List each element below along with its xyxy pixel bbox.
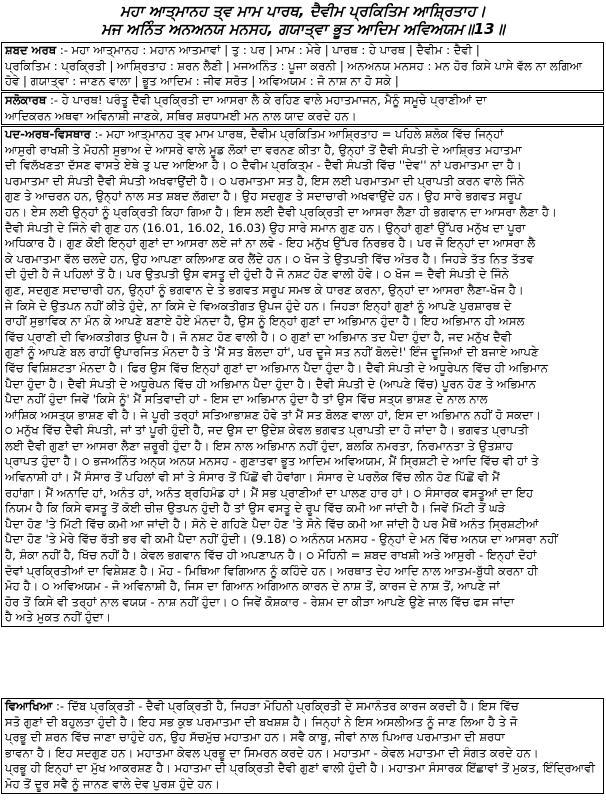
pad-arth-label: ਪਦ-ਅਰਥ-ਵਿਸਥਾਰ [5,127,91,141]
shabad-arth-label: ਸ਼ਬਦ ਅਰਥ [5,43,57,57]
shabad-arth-box [1,42,604,91]
pad-arth-line: ਅਧਿਕਾਰ ਹੈ। ਗੁਣ ਕੋਈ ਇਨ੍ਹਾਂ ਗੁਣਾਂ ਦਾ ਆਸਰਾ ਲਏ ਜਾਂ ਨਾ ਲਵੇ - ਇਹ ਮਨੁੱਖ ਉੱਪਰ ਨਿਰਭਰ ਹੈ। ਪਰ ਜੋ ਇਨ੍ਹਾਂ ਦਾ ਆਸਰਾ ਲੈ [5,236,536,251]
shlokarth-line: ਸਲੋਕਾਰਥ :- ਹੇ ਪਾਰਥ! ਪਰੰਤੂ ਦੈਵੀ ਪ੍ਰਕ੍ਰਿਤੀ ਦਾ ਆਸਰਾ ਲੈ ਕੇ ਰਹਿਣ ਵਾਲੇ ਮਹਾਤਮਾਜਨ, ਮੈਨੂੰ ਸਮੂਚੇ ਪ੍ਰਾਣੀਆਂ ਦਾ [5,93,487,107]
shabad-arth-line: ਸ਼ਬਦ ਅਰਥ :- ਮਹਾ ਆਤ੍ਮਾਨਹ : ਮਹਾਨ ਆਤਮਾਵਾਂ | ਤੁ : ਪਰ | ਮਾਮ : ਮੇਰੇ | ਪਾਰਥ : ਹੇ ਪਾਰਥ | ਦੈਵੀਮ : ਦੈਵੀ | [5,43,480,57]
pad-arth-line: ਰਾਹੀਂ ਸੁਭਾਵਿਕ ਨਾ ਮੰਨ ਕੇ ਆਪਣੇ ਬਣਾਏ ਹੋਏ ਮੰਨਦਾ ਹੈ, ਉਸ ਨੂੰ ਇਨ੍ਹਾਂ ਗੁਣਾਂ ਦਾ ਅਭਿਮਾਨ ਹੁੰਦਾ ਹੈ। ਇਹ ਅਭਿਮਾਨ ਹੀ ਅਸਲ [5,314,525,329]
pad-arth-line: ਅਵਿਨਾਸ਼ੀ ਹਾਂ। ਮੈਂ ਸੰਸਾਰ ਤੋਂ ਪਹਿਲਾਂ ਵੀ ਸਾਂ ਤੇ ਸੰਸਾਰ ਤੋਂ ਪਿੱਛੋਂ ਵੀ ਹੋਵਾਂਗਾ। ਸੰਸਾਰ ਦੇ ਪਰਲੋਕ ਵਿੱਚ ਲੀਨ ਹੋਣ ਪਿੱਛੋਂ ਵੀ ਮੈਂ [5,470,500,485]
pad-arth-box [1,126,604,627]
pad-arth-line: ਮੋਹ ਹੈ। ੦ ਅਵਿਅਯਮ - ਜੋ ਅਵਿਨਾਸ਼ੀ ਹੈ, ਜਿਸ ਦਾ ਗਿਆਨ ਅਗਿਆਨ ਕਾਰਨ ਦੇ ਨਾਸ਼ ਤੋਂ, ਕਾਰਜ ਦੇ ਨਾਸ਼ ਤੋਂ, ਆਪਣੇ ਜਾਂ [5,579,500,594]
vyakhya-line: ਮੋਹ ਤੋਂ ਦੂਰ ਸਵੈ ਨੂੰ ਜਾਨਣ ਵਾਲੇ ਦੇਵ ਪੁਰਸ਼ ਹੁੰਦੇ ਹਨ। [5,776,220,791]
pad-arth-line: ਪ੍ਰਾਪਤ ਹੁੰਦਾ ਹੈ। ੦ ਭਜਅਨਿੰਤ ਅਨ੍ਯ ਅਨਯ ਮਨਸਹ - ਗੁਣਾਤਵਾ ਭੂਤ ਆਦਿਮ ਅਵਿਅਯਮ, ਮੈਂ ਸ੍ਰਿਸ਼ਟੀ ਦੇ ਆਦਿ ਵਿੱਚ ਵੀ ਹਾਂ ਤੇ [5,454,539,469]
vyakhya-box [1,698,604,794]
pad-arth-line: ਪਰਮਾਤਮਾ ਦੀ ਸੰਪਤੀ ਦੈਵੀ ਸੰਪਤੀ ਅਖਵਾਉਂਦੀ ਹੈ। ੦ ਪਰਮਾਤਮਾ ਸਤ ਹੈ, ਇਸ ਲਈ ਪਰਮਾਤਮਾ ਦੀ ਪ੍ਰਾਪਤੀ ਕਰਨ ਵਾਲੇ ਜਿੰਨੇ [5,173,525,188]
pad-arth-line: ਗੁਣ ਤੇ ਆਚਰਨ ਹਨ, ਉਨ੍ਹਾਂ ਨਾਲ ਸਤ ਸ਼ਬਦ ਲੱਗਦਾ ਹੈ। ਉਹ ਸਦਗੁਣ ਤੇ ਸਦਾਚਾਰੀ ਅਖਵਾਉਂਦੇ ਹਨ। ਉਹ ਸਾਰੇ ਭਗਵਤ ਸਰੂਪ [5,189,522,204]
pad-arth-line: ਦੀ ਹੁੰਦੀ ਹੈ ਜੋ ਪਹਿਲਾਂ ਤੋਂ ਹੈ। ਪਰ ਉਤਪਤੀ ਉਸ ਵਸਤੂ ਦੀ ਹੁੰਦੀ ਹੈ ਜੋ ਨਸ਼ਟ ਹੋਣ ਵਾਲੀ ਹੋਵੇ। ੦ ਖੋਜ = ਦੈਵੀ ਸੰਪਤੀ ਦੇ ਜਿੰਨੇ [5,267,509,282]
shabad-arth-line: ਪ੍ਰਕਿਤਿਮ : ਪ੍ਰਕ੍ਰਿਤੀ | ਆਸ਼੍ਰਿਤਾਹ : ਸ਼ਰਨ ਲੈਣੀ | ਮਜਅਨਿੰਤ : ਪੂਜਾ ਕਰਨੀ | ਅਨਅਨਯ ਮਨਸਹ : ਮਨ ਹੋਰ ਕਿਸੇ ਪਾਸੇ ਵੱਲ ਨਾ ਲਗਿਆ [5,58,583,73]
pad-arth-line: ਹਨ। ਏਸ ਲਈ ਉਨ੍ਹਾਂ ਨੂੰ ਪ੍ਰਕ੍ਰਿਤੀ ਕਿਹਾ ਗਿਆ ਹੈ। ਇਸ ਲਈ ਦੈਵੀ ਪ੍ਰਕ੍ਰਿਤੀ ਦਾ ਆਸਰਾ ਲੈਣਾ ਹੀ ਭਗਵਾਨ ਦਾ ਆਸਰਾ ਲੈਣਾ ਹੈ। [5,204,557,219]
pad-arth-line: ਹੈ ਅਤੇ ਮੁਕਤ ਨਹੀਂ ਹੁੰਦਾ। [5,610,111,625]
pad-arth-line: ਰਹਾਂਗਾ। ਮੈਂ ਅਨਾਦਿ ਹਾਂ, ਅਨੰਤ ਹਾਂ, ਅਨੰਤ ਬ੍ਰਹਿਮੰਡ ਹਾਂ। ਮੈਂ ਸਭ ਪ੍ਰਾਣੀਆਂ ਦਾ ਪਾਲਣ ਹਾਰ ਹਾਂ। ੦ ਸੰਸਾਰਕ ਵਸਤੂਆਂ ਦਾ ਇਹ [5,485,534,500]
vyakhya-line: ਵਿਆਖਿਆ :- ਦਿੱਬ ਪ੍ਰਕ੍ਰਿਤੀ - ਦੈਵੀ ਪ੍ਰਕ੍ਰਿਤੀ ਹੈ, ਜਿਹੜਾ ਮੋਹਿਨੀ ਪ੍ਰਕ੍ਰਿਤੀ ਦੇ ਸਮਾਨੰਤਰ ਕਾਰਜ ਕਰਦੀ ਹੈ। ਇਸ ਵਿੱਚ [5,699,519,713]
pad-arth-line: ਆਂਸ਼ਿਕ ਅਸਤ੍ਯ ਭਾਸ਼ਣ ਵੀ ਹੈ। ਜੇ ਪੂਰੀ ਤਰ੍ਹਾਂ ਸਤਿਆਭਾਸ਼ਣ ਹੋਵੇ ਤਾਂ ਮੈਂ ਸਤ ਬੋਲਣ ਵਾਲਾ ਹਾਂ, ਇਸ ਦਾ ਅਭਿਮਾਨ ਨਹੀਂ ਹੋ ਸਕਦਾ। [5,407,541,422]
pad-arth-line: ਨਿਯਮ ਹੈ ਕਿ ਕਿਸੇ ਵਸਤੂ ਤੋਂ ਕੋਈ ਚੀਜ਼ ਉਤਪਨ ਹੁੰਦੀ ਹੈ ਤਾਂ ਉਸ ਵਸਤੂ ਦੇ ਰੂਪ ਵਿੱਚ ਕਮੀ ਆ ਜਾਂਦੀ ਹੈ। ਜਿਵੇਂ ਮਿੱਟੀ ਤੋਂ ਘੜੇ [5,501,506,516]
pad-arth-line: ਦੈਵੀ ਸੰਪਤੀ ਦੇ ਜਿੰਨੇ ਵੀ ਗੁਣ ਹਨ (16.01, 16.02, 16.03) ਉਹ ਸਾਰੇ ਸਮਾਨ ਗੁਣ ਹਨ। ਉਨ੍ਹਾਂ ਗੁਣਾਂ ਉੱਪਰ ਮਨੁੱਖ ਦਾ ਪੂਰਾ [5,220,526,235]
pad-arth-line: ਗੁਣ, ਸਦਗੁਣ ਸਦਾਚਾਰੀ ਹਨ, ਉਨ੍ਹਾਂ ਨੂੰ ਭਗਵਾਨ ਦੇ ਤੇ ਭਗਵਤ ਸਰੂਪ ਸਮਝ ਕੇ ਧਾਰਣ ਕਰਨਾ, ਉਨ੍ਹਾਂ ਦਾ ਆਸਰਾ ਲੈਣਾ-ਖੋਜ ਹੈ। [5,282,524,297]
pad-arth-line: ਪੈਦਾ ਨਹੀਂ ਹੁੰਦਾ ਜਿਵੇਂ 'ਕਿਸੇ ਨੂੰ' ਮੈਂ ਸਤਿਵਾਦੀ ਹਾਂ - ਇਸ ਦਾ ਅਭਿਮਾਨ ਹੁੰਦਾ ਹੈ ਤਾਂ ਉਸ ਵਿੱਚ ਸਤ੍ਯ ਭਾਸ਼ਣ ਦੇ ਨਾਲ ਨਾਲ [5,392,488,407]
pad-arth-line: ਪੈਦਾ ਹੋਣ 'ਤੇ ਮੇਰੇ ਵਿੱਚ ਰੱਤੀ ਭਰ ਵੀ ਕਮੀ ਪੈਦਾ ਨਹੀਂ ਹੁੰਦੀ। (9.18) ੦ ਅਨੰਨਯ ਮਨਸਹ - ਉਨ੍ਹਾਂ ਦੇ ਮਨ ਵਿੱਚ ਅਨਯ ਦਾ ਆਸਰਾ ਨਹੀਂ [5,532,558,547]
shlokarth-label: ਸਲੋਕਾਰਥ [5,93,47,107]
pad-arth-line: ਦੋਵਾਂ ਪ੍ਰਕ੍ਰਿਤੀਆਂ ਦਾ ਵਿਸ਼ੇਸ਼ਣ ਹੈ। ਮੋਹ - ਮਿਥਿਆ ਵਿਗਿਆਨ ਨੂੰ ਕਹਿੰਦੇ ਹਨ। ਅਰਥਾਤ ਦੇਹ ਆਦਿ ਨਾਲ ਆਤਮ-ਬੁੱਧੀ ਕਰਨਾ ਹੀ [5,563,538,578]
shlokarth-line: ਆਦਿਕਰਨ ਅਥਵਾ ਅਵਿਨਾਸ਼ੀ ਜਾਣਕੇ, ਸਥਿਰ ਸ਼ਰਧਾਮਈ ਮਨ ਨਾਲ ਯਾਦ ਕਰਦੇ ਹਨ। [5,108,357,123]
shabad-arth-line: ਹੋਵੇ | ਗਯਾਤ੍ਵਾ : ਜਾਣਨ ਵਾਲਾ | ਭੂਤ ਆਦਿਮ : ਜੀਵ ਸਰੋਤ | ਅਵਿਅਯਮ : ਜੋ ਨਾਸ਼ ਨਾ ਹੋ ਸਕੇ | [5,74,399,89]
pad-arth-line: ਪੈਦਾ ਹੋਣ 'ਤੇ ਮਿੱਟੀ ਵਿੱਚ ਕਮੀ ਆ ਜਾਂਦੀ ਹੈ। ਸੋਨੇ ਦੇ ਗਹਿਣੇ ਪੈਦਾ ਹੋਣ 'ਤੇ ਸੋਨੇ ਵਿੱਚ ਕਮੀ ਆ ਜਾਂਦੀ ਹੈ ਪਰ ਮੈਥੋਂ ਅਨੰਤ ਸ੍ਰਿਸ਼ਟੀਆਂ [5,516,539,531]
verse-line-2: ਮਜ ਅਨਿੰਤ ਅਨਅਨਯ ਮਨਸਹ, ਗਯਾਤ੍ਵਾ ਭੂਤ ਆਦਿਮ ਅਵਿਅਯਮ॥13॥ [101,20,505,38]
pad-arth-line: ਹੈ, ਸ਼ੰਕਾ ਨਹੀਂ ਹੈ, ਖਿੱਚ ਨਹੀਂ ਹੈ। ਕੇਵਲ ਭਗਵਾਨ ਵਿੱਚ ਹੀ ਅਪਣਾਪਨ ਹੈ। ੦ ਮੋਹਿਨੀ = ਸ਼ਬਦ ਰਾਖਸ਼ੀ ਅਤੇ ਆਸੁਰੀ - ਇਨ੍ਹਾਂ ਦੋਹਾਂ [5,548,537,563]
pad-arth-line: ਵਿੱਚ ਵਿਸ਼ਿਸ਼ਟਤਾ ਮੰਨਦਾ ਹੈ। ਫਿਰ ਉਸ ਵਿੱਚ ਇਨ੍ਹਾਂ ਗੁਣਾਂ ਦਾ ਅਭਿਮਾਨ ਪੈਦਾ ਹੁੰਦਾ ਹੈ। ਦੈਵੀ ਸੰਪਤੀ ਦੇ ਅਧੂਰੇਪਨ ਵਿੱਚ ਹੀ ਅਭਿਮਾਨ [5,360,548,375]
pad-arth-line: ੦ ਮਨੁੱਖ ਵਿੱਚ ਦੈਵੀ ਸੰਪਤੀ, ਜਾਂ ਤਾਂ ਪੂਰੀ ਹੁੰਦੀ ਹੈ, ਜਦ ਉਸ ਦਾ ਉਦੇਸ਼ ਕੇਵਲ ਭਗਵਤ ਪ੍ਰਾਪਤੀ ਦਾ ਹੋ ਜਾਂਦਾ ਹੈ। ਭਗਵਤ ਪ੍ਰਾਪਤੀ [5,423,529,438]
pad-arth-line: ਪਦ-ਅਰਥ-ਵਿਸਥਾਰ :- ਮਹਾ ਆਤ੍ਮਾਨਹ ਤ੍ਵ ਮਾਮ ਪਾਰਥ, ਦੈਵੀਮ ਪ੍ਰਕਿਤਿਮ ਆਸ਼੍ਰਿਤਾਹ = ਪਹਿਲੇ ਸ਼ਲੋਕ ਵਿੱਚ ਜਿਨ੍ਹਾਂ [5,127,504,141]
vyakhya-line: ਪ੍ਰਭੂ ਦੀ ਸ਼ਰਨ ਵਿੱਚ ਜਾਣਾ ਚਾਹੁੰਦੇ ਹਨ, ਉਹ ਸੱਚਮੁੱਚ ਮਹਾਤਮਾ ਹਨ। ਸਵੈ ਕਾਬੂ, ਜੀਵਾਂ ਨਾਲ ਪਿਆਰ ਪਰਮਾਤਮਾ ਦੀ ਸ਼ਰਧਾ [5,730,505,745]
pad-arth-line: ਦੀ ਵਿਲੱਖਣਤਾ ਦੱਸਣ ਵਾਸਤੇ ਏਥੇ ਤੁ ਪਦ ਆਇਆ ਹੈ। ੦ ਦੈਵੀਮ ਪ੍ਰਕਿਤ੍ਮ - ਦੈਵੀ ਸੰਪਤੀ ਵਿੱਚ ''ਦੇਵ'' ਨਾਂ ਪਰਮਾਤਮਾ ਦਾ ਹੈ। [5,158,522,173]
pad-arth-line: ਕੇ ਪਰਮਾਤਮਾ ਵੱਲ ਚਲਦੇ ਹਨ, ਉਹ ਆਪਣਾ ਕਲਿਆਣ ਕਰ ਲੈਂਦੇ ਹਨ। ੦ ਖੋਜ ਤੇ ਉਤਪਤੀ ਵਿੱਚ ਅੰਤਰ ਹੈ। ਜਿਹੜੇ ਤੱਤ ਨਿਤ ਤੱਤਵ [5,251,534,266]
vyakhya-line: ਸਤੋ ਗੁਣਾਂ ਦੀ ਬਹੁਲਤਾ ਹੁੰਦੀ ਹੈ। ਇਹ ਸਭ ਕੁਝ ਪਰਮਾਤਮਾ ਦੀ ਬਖਸ਼ਸ਼ ਹੈ। ਜਿਨ੍ਹਾਂ ਨੇ ਇਸ ਅਸਲੀਅਤ ਨੂੰ ਜਾਣ ਲਿਆ ਹੈ ਤੇ ਜੋ [5,714,518,729]
pad-arth-line: ਪੈਦਾ ਹੁੰਦਾ ਹੈ। ਦੈਵੀ ਸੰਪਤੀ ਦੇ ਅਧੂਰੇਪਨ ਵਿੱਚ ਹੀ ਅਭਿਮਾਨ ਪੈਦਾ ਹੁੰਦਾ ਹੈ। ਦੈਵੀ ਸੰਪਤੀ ਦੇ (ਆਪਣੇ ਵਿੱਚ) ਪੂਰਨ ਹੋਣ ਤੇ ਅਭਿਮਾਨ [5,376,536,391]
vyakhya-label: ਵਿਆਖਿਆ [5,699,53,713]
pad-arth-line: ਗੁਣਾਂ ਨੂੰ ਆਪਣੇ ਬਲ ਰਾਹੀਂ ਉਪਾਰਜਿਤ ਮੰਨਦਾ ਹੈ ਤੇ 'ਮੈਂ ਸਤ ਬੋਲਦਾ ਹਾਂ', ਪਰ ਦੂਜੇ ਸਤ ਨਹੀਂ ਬੋਲਦੇ!' ਇੰਜ ਦੂਜਿਆਂ ਦੀ ਬਜਾਏ ਆਪਣੇ [5,345,539,360]
pad-arth-line: ਆਸੁਰੀ ਰਾਖਸ਼ੀ ਤੇ ਮੋਹਨੀ ਸੁਭਾਅ ਦੇ ਆਸਰੇ ਵਾਲੇ ਮੂਡ ਲੋਕਾਂ ਦਾ ਵਰਨਣ ਕੀਤਾ ਹੈ, ਉਨ੍ਹਾਂ ਤੋਂ ਦੈਵੀ ਸੰਪਤੀ ਦੇ ਆਸ਼੍ਰਿਤ ਮਹਾਤਮਾ [5,142,522,157]
vyakhya-line: ਪ੍ਰਭੂ ਹੀ ਇਨ੍ਹਾਂ ਦਾ ਮੁੱਖ ਆਕਰਸ਼ਣ ਹੈ। ਮਹਾਤਮਾ ਦੀ ਪ੍ਰਕ੍ਰਿਤੀ ਦੈਵੀ ਗੁਣਾਂ ਵਾਲੀ ਹੁੰਦੀ ਹੈ। ਮਹਾਤਮਾ ਸੰਸਾਰਕ ਇੱਛਾਵਾਂ ਤੋਂ ਮੁਕਤ, ਇੰਦ੍ਰਿਆਵੀ [5,761,596,776]
vyakhya-line: ਭਾਵਨਾ ਹੈ। ਇਹ ਸਦਗੁਣ ਹਨ। ਮਹਾਤਮਾ ਕੇਵਲ ਪ੍ਰਭੂ ਦਾ ਸਿਮਰਨ ਕਰਦੇ ਹਨ। ਮਹਾਤਮਾ - ਕੇਵਲ ਮਹਾਤਮਾ ਦੀ ਸੰਗਤ ਕਰਦੇ ਹਨ। [5,745,539,760]
shlokarth-box [1,92,604,125]
pad-arth-line: ਜੇ ਕਿਸੇ ਦੇ ਉਤਪਨ ਨਹੀਂ ਕੀਤੇ ਹੁੰਦੇ, ਨਾ ਕਿਸੇ ਦੇ ਵਿਅਕਤੀਗਤ ਉਪਜ ਹੁੰਦੇ ਹਨ। ਜਿਹੜਾ ਇਨ੍ਹਾਂ ਗੁਣਾਂ ਨੂੰ ਆਪਣੇ ਪੁਰਸ਼ਾਰਥ ਦੇ [5,298,512,313]
pad-arth-line: ਲਈ ਦੈਵੀ ਗੁਣਾਂ ਦਾ ਆਸਰਾ ਲੈਣਾ ਜ਼ਰੂਰੀ ਹੁੰਦਾ ਹੈ। ਇਸ ਨਾਲ ਅਭਿਮਾਨ ਨਹੀਂ ਹੁੰਦਾ, ਬਲਕਿ ਨਮਰਤਾ, ਨਿਰਮਾਨਤਾ ਤੇ ਉਤਸ਼ਾਹ [5,438,513,453]
verse-line-1: ਮਹਾ ਆਤ੍ਮਾਨਹ ਤ੍ਵ ਮਾਮ ਪਾਰਥ, ਦੈਵੀਮ ਪ੍ਰਕਿਤਿਮ ਆਸ਼੍ਰਿਤਾਹ। [120,2,486,20]
page [0,2,606,807]
pad-arth-line: ਵਿੱਚ ਪ੍ਰਾਣੀ ਦੀ ਵਿਅਕਤੀਗਤ ਉਪਜ ਹੈ। ਜੋ ਨਸ਼ਟ ਹੋਣ ਵਾਲੀ ਹੈ। ੦ ਗੁਣਾਂ ਦਾ ਅਭਿਮਾਨ ਤਦ ਪੈਦਾ ਹੁੰਦਾ ਹੈ, ਜਦ ਮਨੁੱਖ ਦੈਵੀ [5,329,512,344]
pad-arth-line: ਹੋਰ ਤੋਂ ਕਿਸੇ ਵੀ ਤਰ੍ਹਾਂ ਨਾਲ ਵਯਯ - ਨਾਸ਼ ਨਹੀਂ ਹੁੰਦਾ। ੦ ਜਿਵੇਂ ਕੋਸ਼ਕਾਰ - ਰੇਸ਼ਮ ਦਾ ਕੀੜਾ ਆਪਣੇ ਉਣੇ ਜਾਲ ਵਿੱਚ ਫਸ ਜਾਂਦਾ [5,594,515,609]
